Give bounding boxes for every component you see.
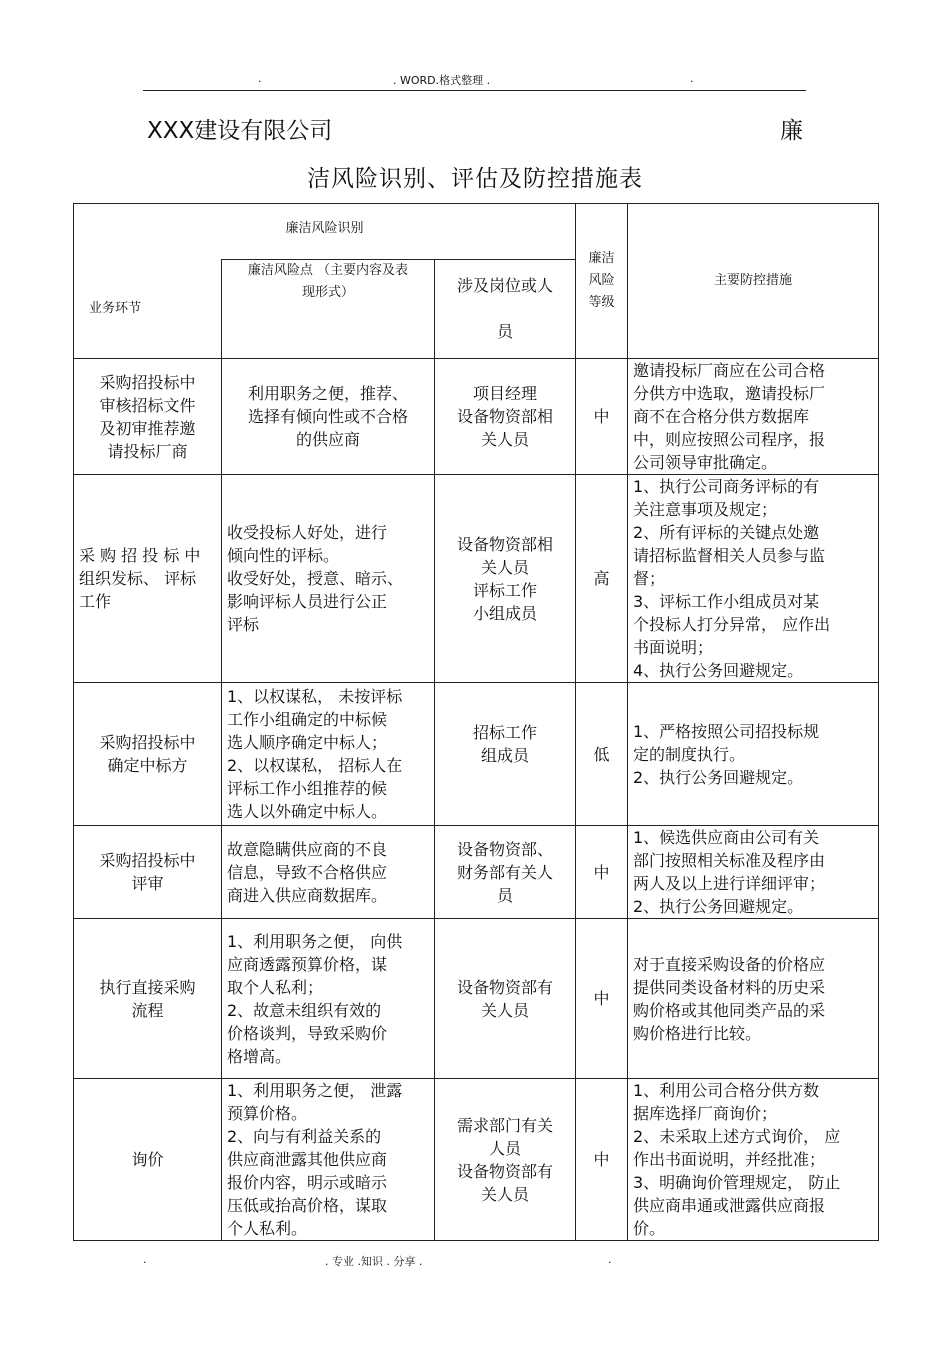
header-risk-identification: 廉洁风险识别: [74, 204, 576, 260]
row-measures: 1、候选供应商由公司有关 部门按照相关标准及程序由 两人及以上进行详细评审； 2、执行公务回避规定。: [628, 826, 879, 919]
row-measures: 对于直接采购设备的价格应 提供同类设备材料的历史采 购价格或其他同类产品的采 购价格进行比较。: [628, 919, 879, 1079]
row-level: 中: [576, 1079, 628, 1241]
row-position: 设备物资部、 财务部有关人 员: [435, 826, 576, 919]
row-position: 招标工作 组成员: [435, 683, 576, 826]
title-start-char: 廉: [780, 118, 803, 144]
header-risk-point: 廉洁风险点 （主要内容及表 现形式）: [222, 260, 435, 359]
row-position: 设备物资部有 关人员: [435, 919, 576, 1079]
header-business: 业务环节: [74, 260, 222, 359]
row-level: 低: [576, 683, 628, 826]
row-level: 中: [576, 826, 628, 919]
page-header: [143, 72, 806, 91]
row-business: 采 购 招 投 标 中 组织发标、 评标 工作: [74, 475, 222, 683]
row-business: 采购招投标中 评审: [74, 826, 222, 919]
table-row: [74, 683, 879, 826]
row-measures: 1、执行公司商务评标的有 关注意事项及规定； 2、所有评标的关键点处邀 请招标监督相关人员参与监 督； 3、评标工作小组成员对某 个投标人打分异常， 应作出 书面说明； 4、执行公务回避规定。: [628, 475, 879, 683]
header-risk-level: 廉洁 风险 等级: [576, 204, 628, 359]
row-business: 执行直接采购 流程: [74, 919, 222, 1079]
footer-left-dot: .: [143, 1253, 147, 1266]
table-header-row: [74, 204, 879, 260]
company-name: XXX建设有限公司: [147, 118, 333, 144]
row-business: 询价: [74, 1079, 222, 1241]
table-row: [74, 475, 879, 683]
row-position: 需求部门有关 人员 设备物资部有 关人员: [435, 1079, 576, 1241]
page-footer: [143, 1253, 806, 1269]
table-row: [74, 826, 879, 919]
table-row: [74, 359, 879, 475]
row-level: 中: [576, 359, 628, 475]
row-risk: 1、利用职务之便， 向供 应商透露预算价格，谋 取个人私利； 2、故意未组织有效的 价格谈判，导致采购价 格增高。: [222, 919, 435, 1079]
title-line-2: 洁风险识别、评估及防控措施表: [307, 166, 643, 192]
row-measures: 1、严格按照公司招投标规 定的制度执行。 2、执行公务回避规定。: [628, 683, 879, 826]
table-row: [74, 1079, 879, 1241]
header-position: 涉及岗位或人 员: [435, 260, 576, 359]
row-business: 采购招投标中 确定中标方: [74, 683, 222, 826]
row-risk: 利用职务之便，推荐、 选择有倾向性或不合格 的供应商: [222, 359, 435, 475]
row-risk: 收受投标人好处，进行 倾向性的评标。 收受好处，授意、暗示、 影响评标人员进行公正 评标: [222, 475, 435, 683]
row-risk: 1、利用职务之便， 泄露 预算价格。 2、向与有利益关系的 供应商泄露其他供应商 报价内容，明示或暗示 压低或抬高价格，谋取 个人私利。: [222, 1079, 435, 1241]
row-measures: 邀请投标厂商应在公司合格 分供方中选取，邀请投标厂 商不在合格分供方数据库 中，则应按照公司程序，报 公司领导审批确定。: [628, 359, 879, 475]
footer-center-text: . 专业 .知识 . 分享 .: [325, 1255, 423, 1268]
header-measures: 主要防控措施: [628, 204, 879, 359]
table-row: [74, 919, 879, 1079]
header-center-text: . WORD.格式整理 .: [393, 74, 491, 87]
header-right-dot: .: [690, 72, 694, 85]
row-position: 项目经理 设备物资部相 关人员: [435, 359, 576, 475]
title-line-1: [147, 112, 803, 144]
row-level: 高: [576, 475, 628, 683]
row-measures: 1、利用公司合格分供方数 据库选择厂商询价； 2、未采取上述方式询价， 应 作出书面说明，并经批准； 3、明确询价管理规定， 防止 供应商串通或泄露供应商报 价。: [628, 1079, 879, 1241]
row-business: 采购招投标中 审核招标文件 及初审推荐邀 请投标厂商: [74, 359, 222, 475]
header-left-dot: .: [258, 72, 262, 85]
row-position: 设备物资部相 关人员 评标工作 小组成员: [435, 475, 576, 683]
row-risk: 故意隐瞒供应商的不良 信息，导致不合格供应 商进入供应商数据库。: [222, 826, 435, 919]
risk-table: [73, 203, 879, 1241]
row-risk: 1、以权谋私， 未按评标 工作小组确定的中标候 选人顺序确定中标人； 2、以权谋私， 招标人在 评标工作小组推荐的候 选人以外确定中标人。: [222, 683, 435, 826]
row-level: 中: [576, 919, 628, 1079]
footer-right-dot: .: [608, 1253, 612, 1266]
